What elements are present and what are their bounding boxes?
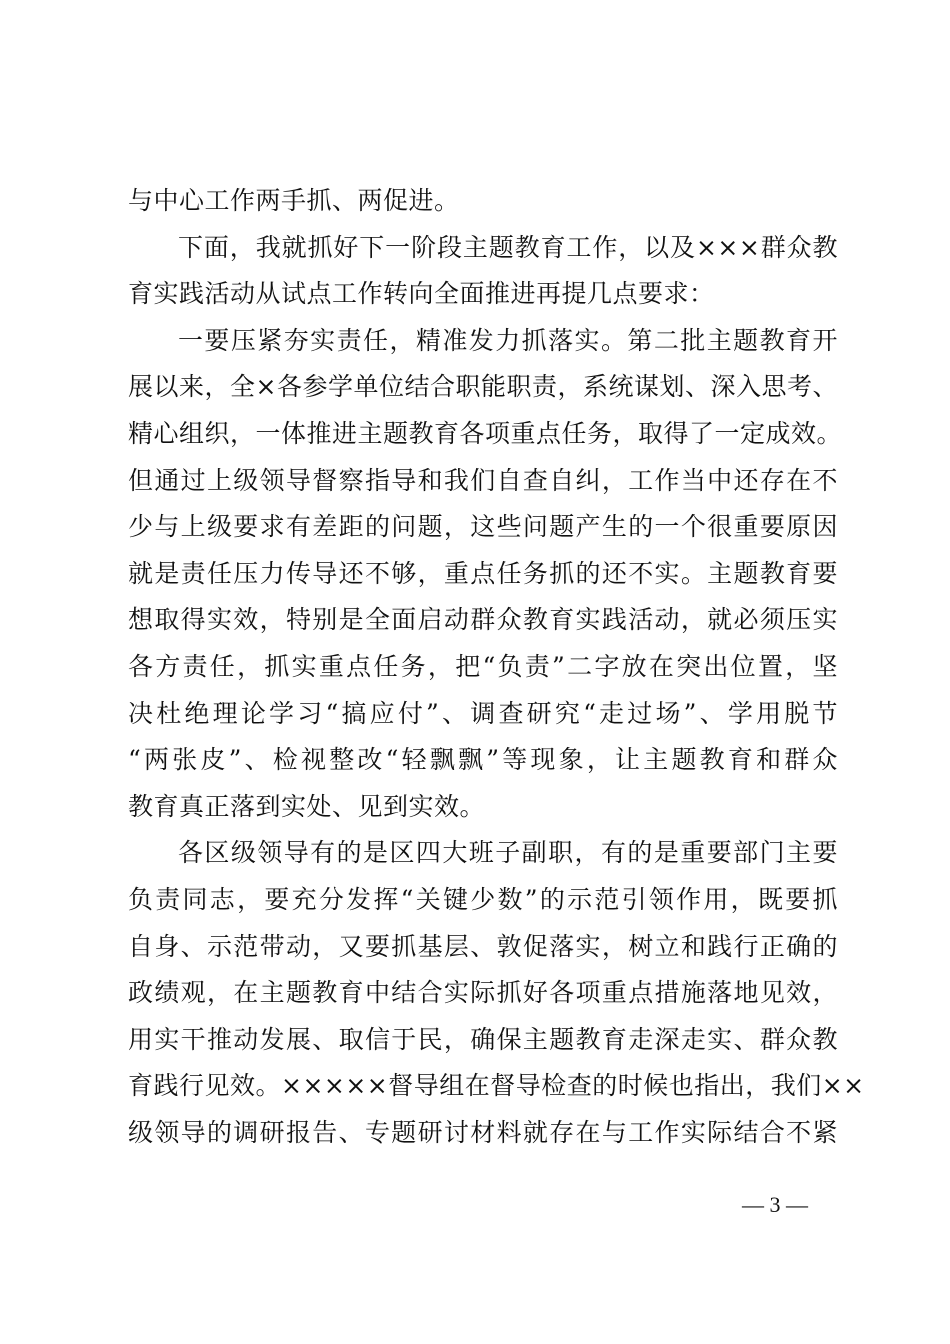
text-line: 级领导的调研报告、专题研讨材料就存在与工作实际结合不紧 xyxy=(128,1117,838,1147)
text-line: 政绩观，在主题教育中结合实际抓好各项重点措施落地见效， xyxy=(128,978,838,1008)
text-line: 下面，我就抓好下一阶段主题教育工作，以及×××群众教 xyxy=(178,232,838,262)
text-line: 展以来，全×各参学单位结合职能职责，系统谋划、深入思考、 xyxy=(128,372,838,402)
text-line: 各区级领导有的是区四大班子副职，有的是重要部门主要 xyxy=(178,838,838,868)
text-line: 负责同志，要充分发挥“关键少数”的示范引领作用，既要抓 xyxy=(128,884,838,914)
text-line: 各方责任，抓实重点任务，把“负责”二字放在突出位置，坚 xyxy=(128,651,838,681)
text-line: “两张皮”、检视整改“轻飘飘”等现象，让主题教育和群众 xyxy=(128,745,838,775)
text-line: 育践行见效。×××××督导组在督导检查的时候也指出，我们×× xyxy=(128,1071,865,1101)
page-number: — 3 — xyxy=(742,1192,808,1217)
text-line: 想取得实效，特别是全面启动群众教育实践活动，就必须压实 xyxy=(128,605,838,635)
text-line: 就是责任压力传导还不够，重点任务抓的还不实。主题教育要 xyxy=(128,558,838,588)
text-line: 决杜绝理论学习“搞应付”、调查研究“走过场”、学用脱节 xyxy=(128,698,838,728)
text-line: 自身、示范带动，又要抓基层、敦促落实，树立和践行正确的 xyxy=(128,931,838,961)
document-body xyxy=(128,178,865,1156)
text-line: 用实干推动发展、取信于民，确保主题教育走深走实、群众教 xyxy=(128,1024,838,1054)
text-line: 一要压紧夯实责任，精准发力抓落实。第二批主题教育开 xyxy=(178,325,838,355)
text-line: 精心组织，一体推进主题教育各项重点任务，取得了一定成效。 xyxy=(128,418,843,448)
text-line: 教育真正落到实处、见到实效。 xyxy=(128,791,486,821)
text-line: 但通过上级领导督察指导和我们自查自纠，工作当中还存在不 xyxy=(128,465,838,495)
text-line: 与中心工作两手抓、两促进。 xyxy=(128,186,460,215)
text-line: 少与上级要求有差距的问题，这些问题产生的一个很重要原因 xyxy=(128,512,838,542)
text-line: 育实践活动从试点工作转向全面推进再提几点要求： xyxy=(128,279,715,309)
